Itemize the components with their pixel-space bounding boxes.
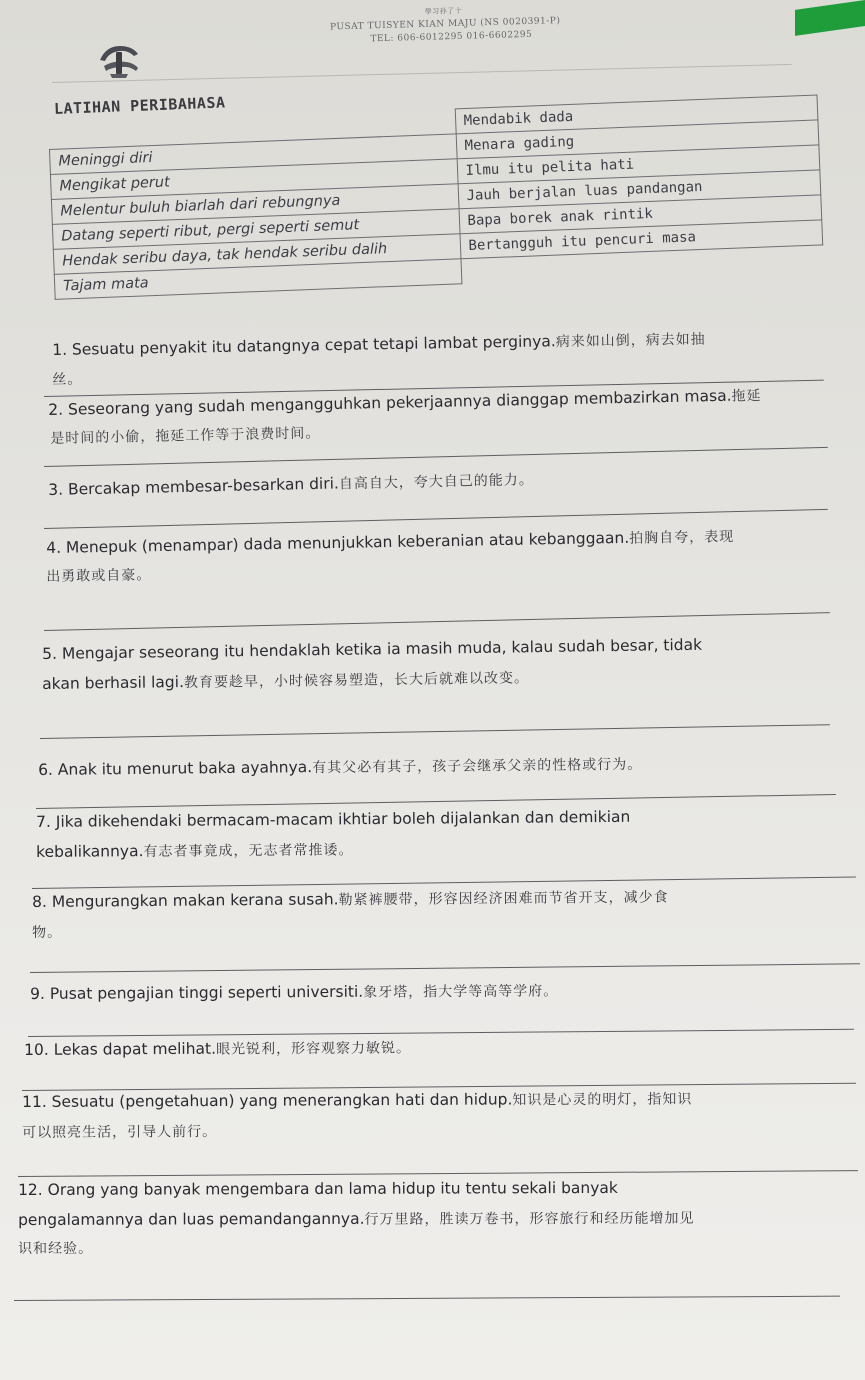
question-text-line bbox=[42, 631, 702, 669]
question-chinese-text: 有志者事竟成，无志者常推诿。 bbox=[143, 842, 354, 861]
proverb-left-cell: Tajam mata bbox=[54, 259, 461, 300]
question-chinese-text: 是时间的小偷，拖延工作等于浪费时间。 bbox=[50, 425, 321, 447]
question-text-line bbox=[48, 381, 762, 426]
proverb-right-cell: Menara gading bbox=[456, 120, 819, 159]
header-center-name: PUSAT TUISYEN KIAN MAJU (NS 0020391-P) bbox=[329, 16, 561, 33]
question-chinese-text: 有其父必有其子，孩子会继承父亲的性格或行为。 bbox=[312, 756, 643, 777]
proverb-left-cell: Mengikat perut bbox=[50, 159, 457, 200]
question-malay-text: 5. Mengajar seseorang itu hendaklah ketika ia masih muda, kalau sudah besar, tidak bbox=[42, 635, 703, 663]
answer-line[interactable] bbox=[44, 612, 830, 631]
question-malay-text: 9. Pusat pengajian tinggi seperti universiti. bbox=[30, 982, 364, 1003]
proverb-table-wrap bbox=[48, 94, 824, 299]
header-chinese-name: 學习孙了十 bbox=[424, 6, 463, 16]
question-text-line bbox=[32, 882, 669, 918]
question-chinese-text: 拍胸自夸，表现 bbox=[629, 528, 735, 547]
answer-line[interactable] bbox=[30, 963, 860, 973]
question-text-line bbox=[24, 1033, 411, 1066]
question-malay-text: 3. Bercakap membesar-besarkan diri. bbox=[48, 474, 340, 499]
answer-line[interactable] bbox=[40, 724, 830, 739]
question-text-line bbox=[48, 465, 534, 506]
question-malay-text: pengalamannya dan luas pemandangannya. bbox=[18, 1209, 365, 1229]
question-malay-text: 8. Mengurangkan makan kerana susah. bbox=[32, 890, 339, 911]
question-malay-text: 12. Orang yang banyak mengembara dan lama hidup itu tentu sekali banyak bbox=[18, 1178, 618, 1199]
question-text-line bbox=[22, 1117, 217, 1148]
question-text-line bbox=[52, 325, 706, 366]
question-text-line bbox=[52, 364, 83, 395]
worksheet-title: LATIHAN PERIBAHASA bbox=[53, 93, 226, 118]
question-chinese-text: 丝。 bbox=[52, 371, 83, 388]
question-malay-text: akan berhasil lagi. bbox=[42, 673, 185, 693]
question-text-line bbox=[50, 418, 321, 454]
header-divider bbox=[52, 64, 792, 83]
question-chinese-text: 识和经验。 bbox=[18, 1240, 94, 1257]
question-chinese-text: 拖延 bbox=[731, 388, 762, 405]
question-malay-text: kebalikannya. bbox=[36, 842, 144, 861]
proverb-right-cell: Jauh berjalan luas pandangan bbox=[458, 170, 821, 209]
question-malay-text: 6. Anak itu menurut baka ayahnya. bbox=[38, 758, 313, 779]
question-text-line bbox=[32, 918, 62, 948]
question-malay-text: 2. Seseorang yang sudah mengangguhkan pekerjaannya dianggap membazirkan masa. bbox=[48, 386, 732, 419]
question-chinese-text: 行万里路，胜读万卷书，形容旅行和经历能增加见 bbox=[364, 1210, 695, 1228]
question-chinese-text: 出勇敢或自豪。 bbox=[46, 567, 152, 585]
question-malay-text: 1. Sesuatu penyakit itu datangnya cepat tetapi lambat perginya. bbox=[52, 332, 556, 359]
question-chinese-text: 可以照亮生活，引导人前行。 bbox=[22, 1123, 218, 1141]
question-text-line bbox=[18, 1204, 695, 1236]
proverb-right-cell: Bapa borek anak rintik bbox=[459, 195, 822, 234]
proverb-right-cell: Bertangguh itu pencuri masa bbox=[460, 220, 823, 259]
question-text-line bbox=[22, 1084, 692, 1118]
question-text-line bbox=[46, 522, 734, 564]
question-malay-text: 11. Sesuatu (pengetahuan) yang menerangkan hati dan hidup. bbox=[22, 1090, 513, 1111]
question-chinese-text: 物。 bbox=[32, 924, 63, 941]
question-text-line bbox=[18, 1234, 93, 1264]
proverb-left-cell: Melentur buluh biarlah dari rebungnya bbox=[51, 184, 458, 225]
question-chinese-text: 教育要趁早，小时候容易塑造，长大后就难以改变。 bbox=[183, 670, 530, 692]
proverb-table bbox=[48, 94, 824, 299]
proverb-left-cell: Datang seperti ribut, pergi seperti semut bbox=[52, 209, 459, 250]
proverb-right-cell: Mendabik dada bbox=[455, 95, 818, 134]
question-text-line bbox=[38, 750, 642, 786]
green-corner-tab bbox=[795, 0, 865, 36]
question-text-line bbox=[42, 663, 529, 700]
question-malay-text: 4. Menepuk (menampar) dada menunjukkan keberanian atau kebanggaan. bbox=[46, 528, 630, 557]
question-malay-text: 10. Lekas dapat melihat. bbox=[24, 1039, 217, 1059]
question-chinese-text: 自高自大，夸大自己的能力。 bbox=[338, 471, 534, 493]
question-chinese-text: 病来如山倒，病去如抽 bbox=[555, 331, 706, 351]
proverb-right-cell: Ilmu itu pelita hati bbox=[457, 145, 820, 184]
question-text-line bbox=[36, 803, 630, 837]
tuition-logo-icon bbox=[96, 40, 142, 80]
question-chinese-text: 眼光锐利，形容观察力敏锐。 bbox=[215, 1040, 412, 1058]
tuition-header bbox=[330, 0, 651, 47]
question-text-line bbox=[46, 560, 152, 592]
answer-line[interactable] bbox=[14, 1296, 840, 1302]
question-chinese-text: 勒紧裤腰带，形容因经济困难而节省开支，减少食 bbox=[338, 889, 669, 909]
question-text-line bbox=[18, 1174, 618, 1205]
question-text-line bbox=[30, 976, 558, 1010]
question-malay-text: 7. Jika dikehendaki bermacam-macam ikhtiar boleh dijalankan dan demikian bbox=[36, 807, 631, 831]
question-chinese-text: 知识是心灵的明灯，指知识 bbox=[512, 1091, 693, 1109]
proverb-left-cell: Hendak seribu daya, tak hendak seribu dalih bbox=[53, 234, 460, 275]
question-text-line bbox=[36, 835, 354, 868]
proverb-left-cell: Meninggi diri bbox=[49, 134, 456, 175]
question-chinese-text: 象牙塔，指大学等高等学府。 bbox=[363, 983, 559, 1001]
header-phone: TEL: 606-6012295 016-6602295 bbox=[370, 29, 533, 45]
